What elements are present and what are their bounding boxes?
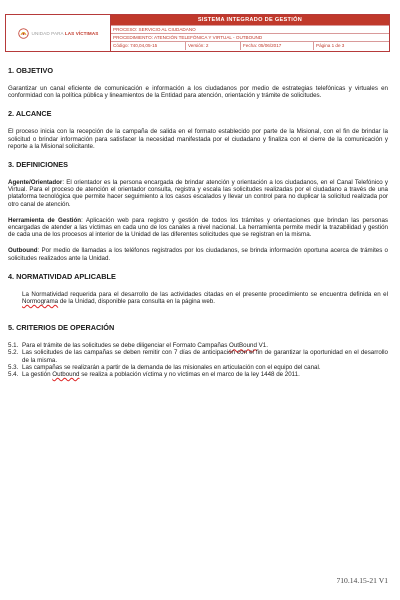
definition-item xyxy=(8,247,388,261)
normograma-link[interactable]: Normograma xyxy=(22,298,59,306)
criteria-text: Las campañas se realizarán a partir de la demanda de las misionales en articulación con el equipo del canal. xyxy=(22,363,321,371)
definition-text: : Por medio de llamadas a los teléfonos registrados por los ciudadanos, se brinda información oportuna acerca de trámites o solicitudes realizados ante la Unidad. xyxy=(8,247,388,262)
list-item xyxy=(8,364,388,371)
document-version: Versión: 2 xyxy=(186,42,241,50)
document-meta xyxy=(111,41,389,50)
section-heading-definiciones: 3. DEFINICIONES xyxy=(8,160,69,170)
process-label: PROCESO: SERVICIO AL CIUDADANO xyxy=(111,25,389,33)
criteria-text: Las solicitudes de las campañas se deben remitir con 7 días de anticipación con el fin de garantizar la oportunidad en el desarrollo de la misma. xyxy=(22,349,388,364)
definition-item xyxy=(8,217,388,239)
section-heading-alcance: 2. ALCANCE xyxy=(8,109,52,119)
document-body xyxy=(8,66,388,378)
criteria-number: 5.4. xyxy=(8,371,19,379)
document-code: Código: 740,04,05-15 xyxy=(111,42,186,50)
criteria-number: 5.3. xyxy=(8,363,19,371)
section-heading-objetivo: 1. OBJETIVO xyxy=(8,66,54,75)
alcance-text: El proceso inicia con la recepción de la campaña de salida en el formato establecido por parte de la Misional, con el fin de brindar la solicitud o brindar información para satisfacer la necesidad manifestada por el ciudadano y finaliza con el cierre de la comunicación y reporte a la Misional solicitante. xyxy=(8,128,388,150)
definition-item xyxy=(8,179,388,208)
document-page-number: Página 1 de 3 xyxy=(316,43,345,48)
definition-term: Herramienta de Gestión xyxy=(8,216,82,224)
list-item: 5.1. Para el trámite de las solicitudes se debe diligenciar el Formato Campañas OutBound V1. xyxy=(8,342,268,350)
definition-term: Agente/Orientador xyxy=(8,179,63,187)
system-title: SISTEMA INTEGRADO DE GESTIÓN xyxy=(111,15,389,25)
logo-emblem-icon xyxy=(18,28,29,39)
list-item: 5.4. La gestión Outbound se realiza a población víctima y no víctimas en el marco de la ley 1448 de 2011. xyxy=(8,371,300,379)
unidad-logo xyxy=(6,15,111,51)
section-heading-normatividad: 4. NORMATIVIDAD APLICABLE xyxy=(8,271,116,281)
document-header xyxy=(5,14,390,52)
logo-text: UNIDAD PARA LAS VÍCTIMAS xyxy=(31,30,99,36)
spellcheck-word: OutBound xyxy=(229,342,257,350)
criteria-number: 5.2. xyxy=(8,349,19,357)
definition-text: : Aplicación web para registro y gestión de todos los trámites y orientaciones que brindan las personas encargadas de atender a las víctimas en cada uno de los canales a nivel nacional. La herramienta permite medir la trazabilidad y gestión de cada una de los procesos al interior de la Unidad de las diferentes solicitudes que se registran en la misma. xyxy=(8,216,388,239)
procedure-label: PROCEDIMIENTO: ATENCIÓN TELEFÓNICA Y VIRTUAL - OUTBOUND xyxy=(111,33,389,41)
document-date: Fecha: 05/06/2017 xyxy=(241,42,314,50)
section-heading-criterios: 5. CRITERIOS DE OPERACIÓN xyxy=(8,323,115,333)
objetivo-text: Garantizar un canal eficiente de comunicación e información a los ciudadanos por medio de estrategias telefónicas y virtuales en conformidad con la política pública y lineamientos de la Entidad para atención, orientación y trámite de solicitudes. xyxy=(8,85,388,100)
criteria-list xyxy=(8,342,388,378)
list-item xyxy=(8,349,388,363)
definition-text: : El orientador es la persona encargada de brindar atención y orientación a los ciudadanos, en el Canal Telefónico y Virtual. Para el proceso de atención el orientador consulta, registra y escala las solicitudes realizadas por el ciudadano a través de una plataforma tecnológica que permite hacer seguimiento a los casos escalados y llevar un control para no duplicar la solicitud realizada por otro canal de atención. xyxy=(8,179,388,208)
definition-term: Outbound xyxy=(8,247,38,255)
criteria-number: 5.1. xyxy=(8,342,19,350)
footer-document-code: 710.14.15-21 V1 xyxy=(336,576,388,585)
normatividad-text: La Normatividad requerida para el desarrollo de las actividades citadas en el presente procedimiento se encuentra definida en el Normograma de la Unidad, disponible para consulta en la página web. xyxy=(22,290,388,306)
spellcheck-word: Outbound xyxy=(52,371,80,379)
